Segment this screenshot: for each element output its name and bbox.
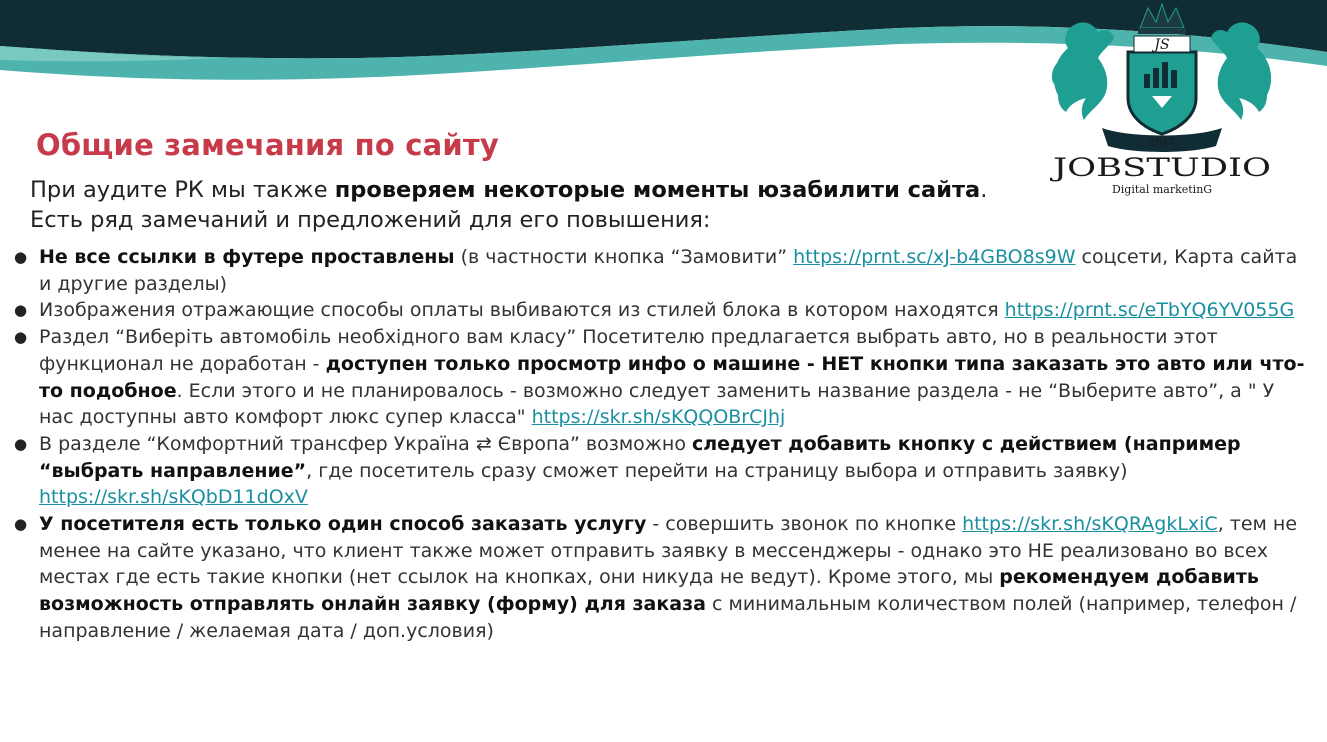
logo-year: 2017: [1148, 136, 1176, 149]
remark-bold: следует добавить кнопку с действием (например “выбрать направление”: [39, 432, 1241, 482]
remark-text: (в частности кнопка “Замовити”: [454, 246, 794, 268]
crown-icon: [1138, 4, 1186, 34]
logo-name: JOBSTUDIO: [1048, 153, 1271, 182]
remark-bold: доступен только просмотр инфо о машине - НЕТ кнопки типа заказать это авто или что-то подобное: [39, 352, 1305, 402]
remark-link[interactable]: https://skr.sh/sKQbD11dOxV: [39, 486, 308, 509]
remark-item-footer-links: [14, 244, 1314, 297]
remark-text: , где посетитель сразу сможет перейти на страницу выбора и отправить заявку): [306, 459, 1128, 482]
remark-bold: рекомендуем добавить возможность отправлять онлайн заявку (форму) для заказа: [39, 566, 1259, 616]
remark-text: с минимальным количеством полей (например, телефон / направление / желаемая дата / доп.условия): [39, 593, 1297, 642]
intro-period: .: [980, 177, 988, 203]
remark-link[interactable]: https://skr.sh/sKQRAgkLxiC: [962, 513, 1218, 536]
remark-text: . Если этого и не планировалось - возможно следует заменить название раздела - не “Выберите авто”, а " У нас доступны авто комфорт люкс супер класса": [39, 379, 1275, 429]
remark-bold: У посетителя есть только один способ заказать услугу: [39, 513, 647, 536]
remark-bold: Не все ссылки в футере проставлены: [39, 246, 455, 268]
remark-text: В разделе “Комфортний трансфер Україна ⇄ Європа” возможно: [39, 432, 692, 455]
intro-bold: проверяем некоторые моменты юзабилити сайта: [334, 177, 981, 203]
remark-text: соцсети, Карта сайта и другие разделы): [39, 246, 1298, 295]
remark-link[interactable]: https://skr.sh/sKQQOBrCJhj: [531, 406, 786, 429]
intro-text: При аудите РК мы также: [30, 177, 335, 203]
slide-title: Общие замечания по сайту: [36, 128, 500, 162]
intro-line-1: [30, 175, 1090, 205]
remark-link[interactable]: https://prnt.sc/xJ-b4GBO8s9W: [793, 246, 1076, 268]
remark-link[interactable]: https://prnt.sc/eTbYQ6YV055G: [1004, 299, 1295, 322]
remark-item-order-methods: [14, 511, 1314, 645]
remark-text: - совершить звонок по кнопке: [646, 513, 963, 536]
remark-text: Раздел “Виберіть автомобіль необхідного вам класу” Посетителю предлагается выбрать авто, но в реальности этот функционал не доработан -: [39, 326, 1218, 375]
remark-item-choose-car: [14, 324, 1314, 431]
logo-tagline: Digital marketinG: [1111, 183, 1213, 196]
logo-monogram: JS: [1154, 37, 1170, 53]
intro-paragraph: [30, 175, 1090, 235]
remark-item-payment-images: [14, 297, 1314, 324]
remark-text: Изображения отражающие способы оплаты выбиваются из стилей блока в котором находятся: [39, 299, 1005, 322]
shield-icon: [1128, 52, 1196, 134]
remarks-list: [14, 244, 1314, 645]
left-horse-icon: [1052, 22, 1114, 120]
right-horse-icon: [1211, 22, 1271, 120]
intro-line-2: Есть ряд замечаний и предложений для его повышения:: [30, 207, 711, 233]
remark-item-transfer-section: [14, 431, 1314, 511]
remark-text: , тем не менее на сайте указано, что клиент также может отправить заявку в мессенджеры - однако это НЕ реализовано во всех местах где есть такие кнопки (нет ссылок на кнопках, они никуда не ведут). Кроме этого, мы: [39, 513, 1298, 589]
